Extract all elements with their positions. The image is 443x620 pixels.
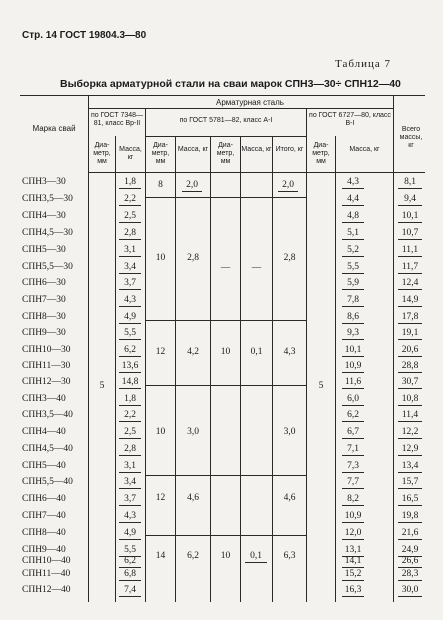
block-f-mass: 6,2	[187, 551, 199, 561]
row-mark: СПН5—40	[22, 461, 66, 471]
block-d-diameter: 10	[155, 427, 166, 437]
row-mass-v1: 8,6	[342, 311, 364, 324]
row-total-mass: 28,3	[398, 568, 422, 581]
row-mass-vr2: 6,8	[119, 568, 141, 581]
header-gost-6727: по ГОСТ 6727—80, класс В-I	[309, 112, 391, 127]
row-total-mass: 14,9	[398, 294, 422, 307]
row-mass-vr2: 6,2	[119, 555, 141, 568]
header-gost-5781: по ГОСТ 5781—82, класс А-I	[179, 117, 273, 124]
row-mark: СПН8—40	[22, 528, 66, 538]
row-mass-vr2: 3,4	[119, 476, 141, 489]
block-f-diameter-2: 10	[220, 551, 231, 561]
row-total-mass: 19,8	[398, 510, 422, 523]
block-b-dash-1: —	[220, 263, 231, 273]
row-mass-v1: 7,3	[342, 460, 364, 473]
page-header: Стр. 14 ГОСТ 19804.3—80	[22, 30, 147, 41]
row-mass-vr2: 4,9	[119, 527, 141, 540]
row-mass-v1: 8,2	[342, 493, 364, 506]
table-number: Таблица 7	[335, 58, 392, 70]
row-mass-vr2: 1,8	[119, 176, 141, 189]
header-armatura: Арматурная сталь	[216, 98, 284, 107]
block-b-dash-2: —	[251, 263, 262, 273]
header-marka: Марка свай	[32, 124, 76, 133]
row-total-mass: 20,6	[398, 344, 422, 357]
row-total-mass: 17,8	[398, 311, 422, 324]
row-mass-v1: 4,8	[342, 210, 364, 223]
row-mark: СПН9—30	[22, 328, 66, 338]
row-mass-v1: 13,1	[342, 544, 364, 557]
block-d-total: 3,0	[283, 427, 296, 437]
row-total-mass: 9,4	[398, 193, 422, 206]
row-total-mass: 8,1	[398, 176, 422, 189]
row-mass-vr2: 3,1	[119, 460, 141, 473]
row-mass-vr2: 5,5	[119, 327, 141, 340]
block-c-mass: 4,2	[187, 347, 199, 357]
row-mass-v1: 15,2	[342, 568, 364, 581]
row-mass-vr2: 4,3	[119, 294, 141, 307]
header-vsego: Всего массы, кг	[399, 126, 423, 149]
row-mass-vr2: 4,9	[119, 311, 141, 324]
block-b-diameter: 10	[155, 253, 166, 263]
row-mark: СПН3,5—30	[22, 194, 73, 204]
row-mass-vr2: 2,2	[119, 409, 141, 422]
row-mass-vr2: 2,5	[119, 426, 141, 439]
block-a-total: 2,0	[278, 179, 298, 192]
row-mark: СПН9—40	[22, 545, 66, 555]
row-mark: СПН11—40	[22, 569, 71, 579]
row-mass-v1: 11,6	[342, 376, 364, 389]
row-mass-v1: 6,0	[342, 393, 364, 406]
table-title: Выборка арматурной стали на сваи марок СПН3—30÷ СПН12—40	[60, 78, 401, 90]
header-mass-2: Масса, кг	[177, 146, 209, 153]
row-total-mass: 19,1	[398, 327, 422, 340]
block-c-mass-2: 0,1	[250, 347, 263, 357]
block-e-diameter: 12	[155, 493, 166, 503]
row-mass-v1: 9,3	[342, 327, 364, 340]
row-total-mass: 11,7	[398, 261, 422, 274]
row-mark: СПН12—30	[22, 377, 71, 387]
row-mass-vr2: 7,4	[119, 584, 141, 597]
row-total-mass: 12,2	[398, 426, 422, 439]
block-e-total: 4,6	[283, 493, 296, 503]
row-mass-v1: 10,1	[342, 344, 364, 357]
row-mark: СПН6—30	[22, 278, 66, 288]
row-mass-vr2: 1,8	[119, 393, 141, 406]
row-mark: СПН10—30	[22, 345, 71, 355]
row-total-mass: 15,7	[398, 476, 422, 489]
row-mark: СПН10—40	[22, 556, 71, 566]
row-mass-vr2: 14,8	[119, 376, 141, 389]
row-mark: СПН7—30	[22, 295, 66, 305]
row-total-mass: 26,6	[398, 555, 422, 568]
header-itogo: Итого, кг	[275, 146, 304, 153]
block-a-mass: 2,0	[182, 179, 202, 192]
row-mass-vr2: 2,5	[119, 210, 141, 223]
header-diameter-3: Диа-метр, мм	[216, 142, 235, 165]
row-mass-vr2: 2,8	[119, 227, 141, 240]
row-mass-vr2: 4,3	[119, 510, 141, 523]
block-c-total: 4,3	[283, 347, 296, 357]
row-total-mass: 10,8	[398, 393, 422, 406]
row-mass-vr2: 5,5	[119, 544, 141, 557]
row-mass-v1: 4,3	[342, 176, 364, 189]
block-f-mass-2: 0,1	[245, 550, 267, 563]
block-f-diameter: 14	[155, 551, 166, 561]
row-mark: СПН3,5—40	[22, 410, 73, 420]
row-mass-vr2: 3,7	[119, 493, 141, 506]
block-c-diameter-2: 10	[220, 347, 231, 357]
header-mass-4: Масса, кг	[349, 146, 380, 153]
row-mass-v1: 7,1	[342, 443, 364, 456]
block-a-diameter: 8	[158, 180, 163, 190]
row-mass-vr2: 3,4	[119, 261, 141, 274]
row-total-mass: 24,9	[398, 544, 422, 557]
row-total-mass: 11,1	[398, 244, 422, 257]
row-mass-vr2: 2,2	[119, 193, 141, 206]
row-mass-v1: 6,7	[342, 426, 364, 439]
row-mark: СПН4,5—30	[22, 228, 73, 238]
row-mark: СПН12—40	[22, 585, 71, 595]
row-mark: СПН5—30	[22, 245, 66, 255]
row-total-mass: 10,7	[398, 227, 422, 240]
row-mark: СПН8—30	[22, 312, 66, 322]
row-mass-vr2: 6,2	[119, 344, 141, 357]
row-mass-v1: 12,0	[342, 527, 364, 540]
row-total-mass: 30,7	[398, 376, 422, 389]
header-diameter-2: Диа-метр, мм	[151, 142, 170, 165]
row-mass-vr2: 2,8	[119, 443, 141, 456]
row-mark: СПН5,5—30	[22, 262, 73, 272]
header-mass-1: Масса, кг	[119, 146, 142, 161]
row-mark: СПН3—30	[22, 177, 66, 187]
row-mass-v1: 16,3	[342, 584, 364, 597]
row-total-mass: 16,5	[398, 493, 422, 506]
header-gost-7348: по ГОСТ 7348—81, класс Вр-II	[90, 112, 144, 127]
block-f-total: 6,3	[283, 551, 296, 561]
block-d-mass: 3,0	[187, 427, 199, 437]
row-mark: СПН4,5—40	[22, 444, 73, 454]
row-mass-v1: 7,8	[342, 294, 364, 307]
block-e-mass: 4,6	[187, 493, 199, 503]
row-mass-v1: 5,2	[342, 244, 364, 257]
row-total-mass: 12,9	[398, 443, 422, 456]
row-mass-v1: 5,9	[342, 277, 364, 290]
row-total-mass: 21,6	[398, 527, 422, 540]
row-mass-v1: 4,4	[342, 193, 364, 206]
block-b-total: 2,8	[283, 253, 296, 263]
row-mark: СПН4—40	[22, 427, 66, 437]
row-total-mass: 10,1	[398, 210, 422, 223]
diameter-vr2: 5	[99, 381, 105, 391]
row-mass-v1: 14,1	[342, 555, 364, 568]
row-mass-v1: 5,5	[342, 261, 364, 274]
row-mass-vr2: 13,6	[119, 360, 141, 373]
row-mass-v1: 7,7	[342, 476, 364, 489]
header-diameter-1: Диа-метр, мм	[93, 142, 111, 165]
row-total-mass: 13,4	[398, 460, 422, 473]
row-mass-v1: 10,9	[342, 510, 364, 523]
row-mass-vr2: 3,1	[119, 244, 141, 257]
row-mark: СПН7—40	[22, 511, 66, 521]
row-mark: СПН5,5—40	[22, 477, 73, 487]
row-mass-v1: 6,2	[342, 409, 364, 422]
block-b-mass: 2,8	[187, 253, 199, 263]
row-total-mass: 11,4	[398, 409, 422, 422]
header-mass-3: Масса, кг	[241, 146, 272, 153]
diameter-v1: 5	[318, 381, 324, 391]
row-mark: СПН6—40	[22, 494, 66, 504]
header-diameter-4: Диа-метр, мм	[312, 142, 330, 165]
block-c-diameter: 12	[155, 347, 166, 357]
row-total-mass: 28,8	[398, 360, 422, 373]
row-mass-v1: 10,9	[342, 360, 364, 373]
row-mark: СПН4—30	[22, 211, 66, 221]
row-total-mass: 12,4	[398, 277, 422, 290]
row-mass-vr2: 3,7	[119, 277, 141, 290]
row-mark: СПН11—30	[22, 361, 71, 371]
row-mark: СПН3—40	[22, 394, 66, 404]
row-total-mass: 30,0	[398, 584, 422, 597]
row-mass-v1: 5,1	[342, 227, 364, 240]
